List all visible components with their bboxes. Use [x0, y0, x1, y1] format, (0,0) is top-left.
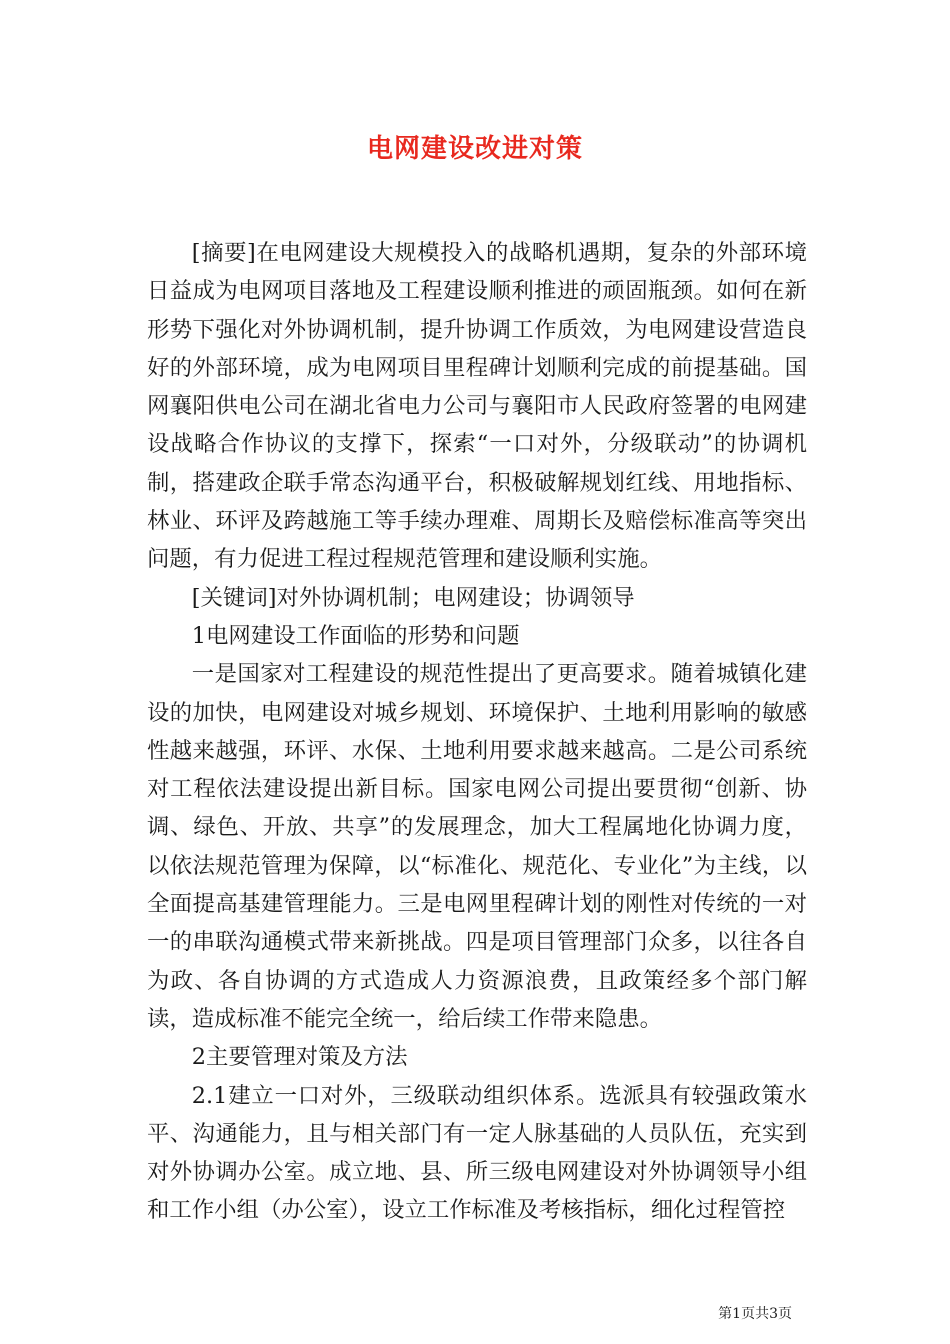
section-1-paragraph: 一是国家对工程建设的规范性提出了更高要求。随着城镇化建设的加快，电网建设对城乡规划、环境保护、土地利用影响的敏感性越来越强，环评、水保、土地利用要求越来越高。二是公司系统对工程依法建设提出新目标。国家电网公司提出要贯彻“创新、协调、绿色、开放、共享”的发展理念，加大工程属地化协调力度，以依法规范管理为保障，以“标准化、规范化、专业化”为主线，以全面提高基建管理能力。三是电网里程碑计划的刚性对传统的一对一的串联沟通模式带来新挑战。四是项目管理部门众多，以往各自为政、各自协调的方式造成人力资源浪费，且政策经多个部门解读，造成标准不能完全统一，给后续工作带来隐患。 [147, 661, 807, 1032]
section-heading-2: 2主要管理对策及方法 [191, 1044, 408, 1071]
document-title: 电网建设改进对策 [366, 134, 583, 164]
section-heading-1: 1电网建设工作面临的形势和问题 [191, 622, 520, 649]
section-2-1-paragraph: 2.1建立一口对外，三级联动组织体系。选派具有较强政策水平、沟通能力，且与相关部门有一定人脉基础的人员队伍，充实到对外协调办公室。成立地、县、所三级电网建设对外协调领导小组和工作小组（办公室），设立工作标准及考核指标，细化过程管控 [147, 1082, 807, 1224]
abstract-paragraph: [摘要]在电网建设大规模投入的战略机遇期，复杂的外部环境日益成为电网项目落地及工程建设顺利推进的顽固瓶颈。如何在新形势下强化对外协调机制，提升协调工作质效，为电网建设营造良好的外部环境，成为电网项目里程碑计划顺利完成的前提基础。国网襄阳供电公司在湖北省电力公司与襄阳市人民政府签署的电网建设战略合作协议的支撑下，探索“一口对外，分级联动”的协调机制，搭建政企联手常态沟通平台，积极破解规划红线、用地指标、林业、环评及跨越施工等手续办理难、周期长及赔偿标准高等突出问题，有力促进工程过程规范管理和建设顺利实施。 [147, 240, 807, 573]
keywords-paragraph: [关键词]对外协调机制；电网建设；协调领导 [191, 584, 635, 611]
page-number-footer: 第1页共3页 [718, 1306, 792, 1322]
document-body [147, 234, 807, 1230]
